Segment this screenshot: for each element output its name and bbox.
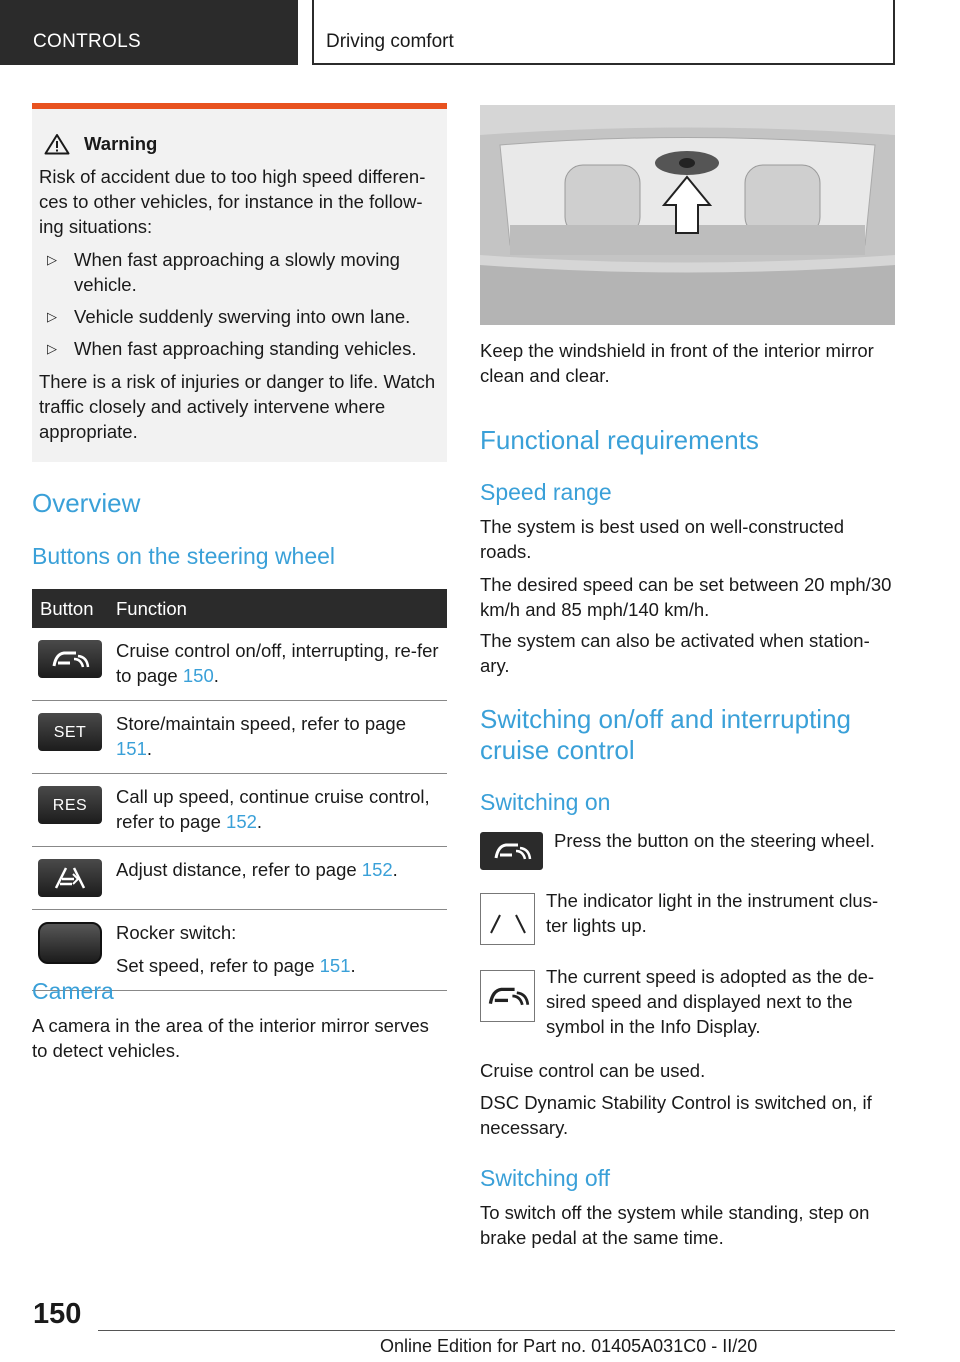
footer-divider: [98, 1330, 895, 1331]
warning-box: [32, 103, 447, 462]
cruise-control-button-icon: [480, 832, 543, 870]
overview-heading: Overview: [32, 488, 141, 518]
function-cell: [116, 847, 447, 910]
table-row: [32, 847, 447, 910]
warning-title-text: Warning: [84, 133, 158, 154]
set-button-icon: SET: [38, 713, 102, 751]
page-link[interactable]: 152: [226, 811, 257, 832]
switching-on-text-1: Cruise control can be used.: [480, 1060, 706, 1081]
function-text: Rocker switch:: [116, 922, 237, 943]
cruise-control-icon: [38, 640, 102, 678]
section-tab: CONTROLS: [0, 0, 298, 65]
indicator-light-icon: [480, 893, 535, 945]
photo-caption: Keep the windshield in front of the interior mirror clean and clear.: [480, 340, 874, 386]
table-row: [32, 774, 447, 847]
function-suffix: .: [256, 811, 263, 832]
button-cell: [32, 701, 116, 774]
warning-list: [39, 247, 437, 361]
switching-off-text: To switch off the system while standing, step on brake pedal at the same time.: [480, 1202, 870, 1248]
warning-item: ▷ When fast approaching a slowly moving vehicle.: [39, 247, 437, 297]
table-row: [32, 701, 447, 774]
page-link[interactable]: 151: [116, 738, 147, 759]
function-cell: [116, 701, 447, 774]
camera-heading: Camera: [32, 978, 114, 1004]
function-text: Adjust distance, refer to page: [116, 859, 362, 880]
table-row: [32, 628, 447, 701]
col-function-header: Function: [116, 589, 447, 628]
button-cell: [32, 774, 116, 847]
button-cell: [32, 847, 116, 910]
switching-on-speed: The current speed is adopted as the de-sired speed and displayed next to the symbol in the Info Display.: [546, 966, 875, 1037]
cruise-control-symbol-icon: [480, 970, 535, 1022]
function-suffix: .: [213, 665, 219, 686]
buttons-table: [32, 589, 447, 991]
res-button-icon: RES: [38, 786, 102, 824]
warning-intro: Risk of accident due to too high speed differen-ces to other vehicles, for instance in the follow-ing situations:: [39, 166, 426, 237]
function-text: Store/maintain speed, refer to page: [116, 713, 407, 734]
page-link[interactable]: 151: [319, 955, 351, 976]
function-suffix: .: [392, 859, 398, 880]
warning-title: [44, 131, 437, 156]
button-cell: [32, 628, 116, 701]
function-cell: [116, 628, 447, 701]
warning-outro: There is a risk of injuries or danger to life. Watch traffic closely and actively intervene where appropriate.: [39, 371, 436, 442]
function-text: Cruise control on/off, interrupting, re-fer to page: [116, 640, 439, 686]
page-link[interactable]: 152: [361, 859, 393, 880]
speed-range-text-3: The system can also be activated when station-ary.: [480, 630, 870, 676]
function-cell: [116, 910, 447, 991]
warning-item: ▷ Vehicle suddenly swerving into own lane.: [39, 304, 437, 329]
switching-heading: Switching on/off and interrupting cruise control: [480, 704, 851, 765]
col-button-header: Button: [32, 589, 116, 628]
switching-on-text-2: DSC Dynamic Stability Control is switched on, if necessary.: [480, 1092, 872, 1138]
switching-on-press: Press the button on the steering wheel.: [554, 830, 875, 851]
table-header-row: [32, 589, 447, 628]
distance-button-icon: [38, 859, 102, 897]
switching-off-heading: Switching off: [480, 1165, 610, 1191]
camera-text: A camera in the area of the interior mirror serves to detect vehicles.: [32, 1015, 429, 1061]
speed-range-heading: Speed range: [480, 479, 612, 505]
functional-heading: Functional requirements: [480, 425, 759, 455]
function-cell: [116, 774, 447, 847]
speed-range-text-2: The desired speed can be set between 20 mph/30 km/h and 85 mph/140 km/h.: [480, 574, 892, 620]
chapter-title: Driving comfort: [312, 0, 895, 65]
switching-on-indicator: The indicator light in the instrument clus-ter lights up.: [546, 890, 879, 936]
footer-edition: Online Edition for Part no. 01405A031C0 - II/20: [380, 1336, 758, 1356]
rocker-switch-icon: [38, 922, 102, 964]
switching-on-heading: Switching on: [480, 789, 611, 815]
page-link[interactable]: 150: [182, 665, 214, 686]
function-text: Set speed, refer to page 151.: [116, 955, 356, 976]
page-number: 150: [33, 1298, 82, 1330]
speed-range-text-1: The system is best used on well-constructed roads.: [480, 516, 844, 562]
buttons-heading: Buttons on the steering wheel: [32, 543, 336, 569]
function-text: Call up speed, continue cruise control, refer to page: [116, 786, 430, 832]
warning-triangle-icon: [44, 133, 70, 155]
windshield-camera-image: [480, 105, 895, 325]
warning-item: ▷ When fast approaching standing vehicles.: [39, 336, 437, 361]
function-suffix: .: [146, 738, 153, 759]
